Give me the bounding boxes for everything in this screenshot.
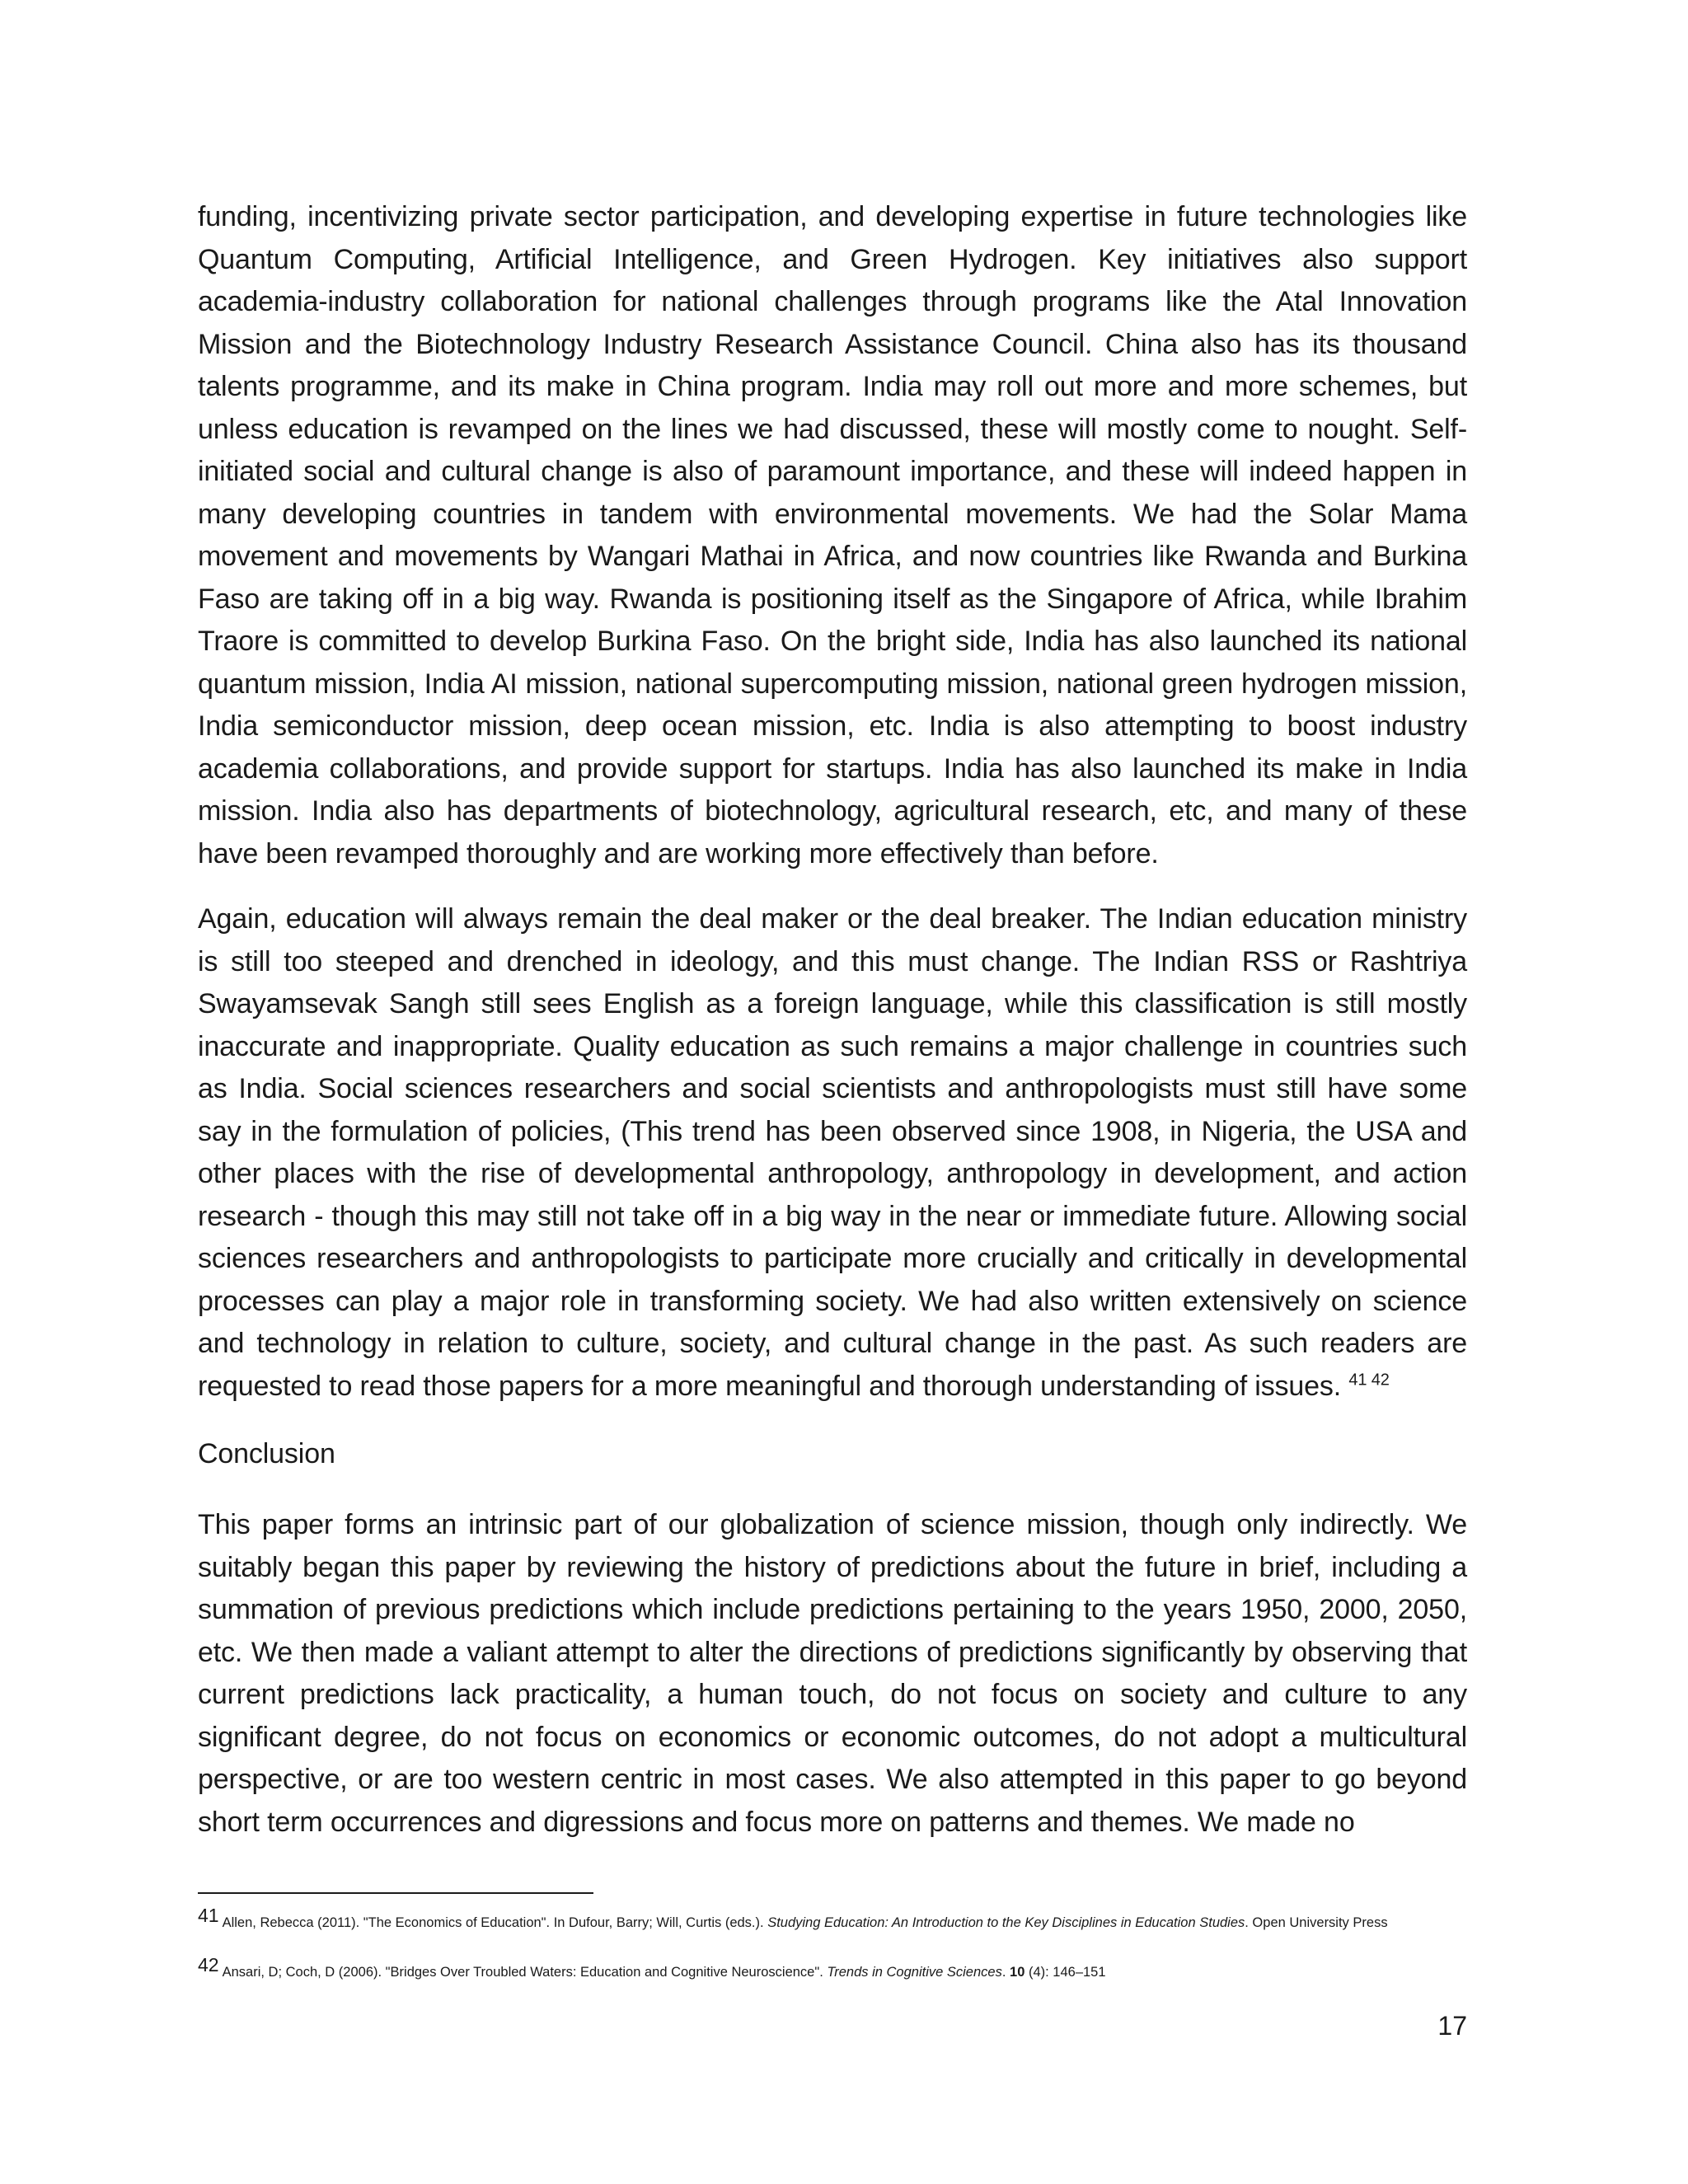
body-paragraph-1: funding, incentivizing private sector participation, and developing expertise in future technologies like Quantum Computing, Artificial Intelligence, and Green Hydrogen. Key initiatives also support academia-industry collaboration for national challenges through programs like the Atal Innovation Mission and the Biotechnology Industry Research Assistance Council. China also has its thousand talents programme, and its make in China program. India may roll out more and more schemes, but unless education is revamped on the lines we had discussed, these will mostly come to nought. Self-initiated social and cultural change is also of paramount importance, and these will indeed happen in many developing countries in tandem with environmental movements. We had the Solar Mama movement and movements by Wangari Mathai in Africa, and now countries like Rwanda and Burkina Faso are taking off in a big way. Rwanda is positioning itself as the Singapore of Africa, while Ibrahim Traore is committed to develop Burkina Faso. On the bright side, India has also launched its national quantum mission, India AI mission, national supercomputing mission, national green hydrogen mission, India semiconductor mission, deep ocean mission, etc. India is also attempting to boost industry academia collaborations, and provide support for startups. India has also launched its make in India mission. India also has departments of biotechnology, agricultural research, etc, and many of these have been revamped thoroughly and are working more effectively than before.: [198, 201, 1467, 869]
footnote-reference[interactable]: 41 42: [1348, 1371, 1390, 1390]
footnote-text: Ansari, D; Coch, D (2006). "Bridges Over Troubled Waters: Education and Cognitive Neuroscience".: [222, 1965, 828, 1980]
footnote-41: [198, 1905, 1484, 1933]
footnote-42: [198, 1954, 1484, 1983]
footnote-publisher: . Open University Press: [1245, 1915, 1388, 1930]
footnote-separator-text: .: [1001, 1965, 1010, 1980]
body-paragraph-3: This paper forms an intrinsic part of our globalization of science mission, though only indirectly. We suitably began this paper by reviewing the history of predictions about the future in brief, including a summation of previous predictions which include predictions pertaining to the years 1950, 2000, 2050, etc. We then made a valiant attempt to alter the directions of predictions significantly by observing that current predictions lack practicality, a human touch, do not focus on society and culture to any significant degree, do not focus on economics or economic outcomes, do not adopt a multicultural perspective, or are too western centric in most cases. We also attempted in this paper to go beyond short term occurrences and digressions and focus more on patterns and themes. We made no: [198, 1509, 1467, 1838]
footnote-number: 41: [198, 1905, 219, 1926]
footnote-book-title: Studying Education: An Introduction to the Key Disciplines in Education Studies: [767, 1915, 1245, 1930]
footnote-number: 42: [198, 1954, 219, 1975]
footnote-pages: (4): 146–151: [1025, 1965, 1106, 1980]
footnote-journal-title: Trends in Cognitive Sciences: [827, 1965, 1002, 1980]
footnote-volume: 10: [1010, 1965, 1025, 1980]
page-number: 17: [1437, 2011, 1467, 2041]
footnote-separator: [198, 1892, 593, 1894]
section-heading-conclusion: Conclusion: [198, 1438, 335, 1469]
footnote-text: Allen, Rebecca (2011). "The Economics of Education". In Dufour, Barry; Will, Curtis (eds.).: [222, 1915, 768, 1930]
paragraph-2-text: Again, education will always remain the deal maker or the deal breaker. The Indian education ministry is still too steeped and drenched in ideology, and this must change. The Indian RSS or Rashtriya Swayamsevak Sangh still sees English as a foreign language, while this classification is still mostly inaccurate and inappropriate. Quality education as such remains a major challenge in countries such as India. Social sciences researchers and social scientists and anthropologists must still have some say in the formulation of policies, (This trend has been observed since 1908, in Nigeria, the USA and other places with the rise of developmental anthropology, anthropology in development, and action research - though this may still not take off in a big way in the near or immediate future. Allowing social sciences researchers and anthropologists to participate more crucially and critically in developmental processes can play a major role in transforming society. We had also written extensively on science and technology in relation to culture, society, and cultural change in the past. As such readers are requested to read those papers for a more meaningful and thorough understanding of issues.: [198, 903, 1467, 1402]
body-paragraph-2: [198, 898, 1467, 1408]
